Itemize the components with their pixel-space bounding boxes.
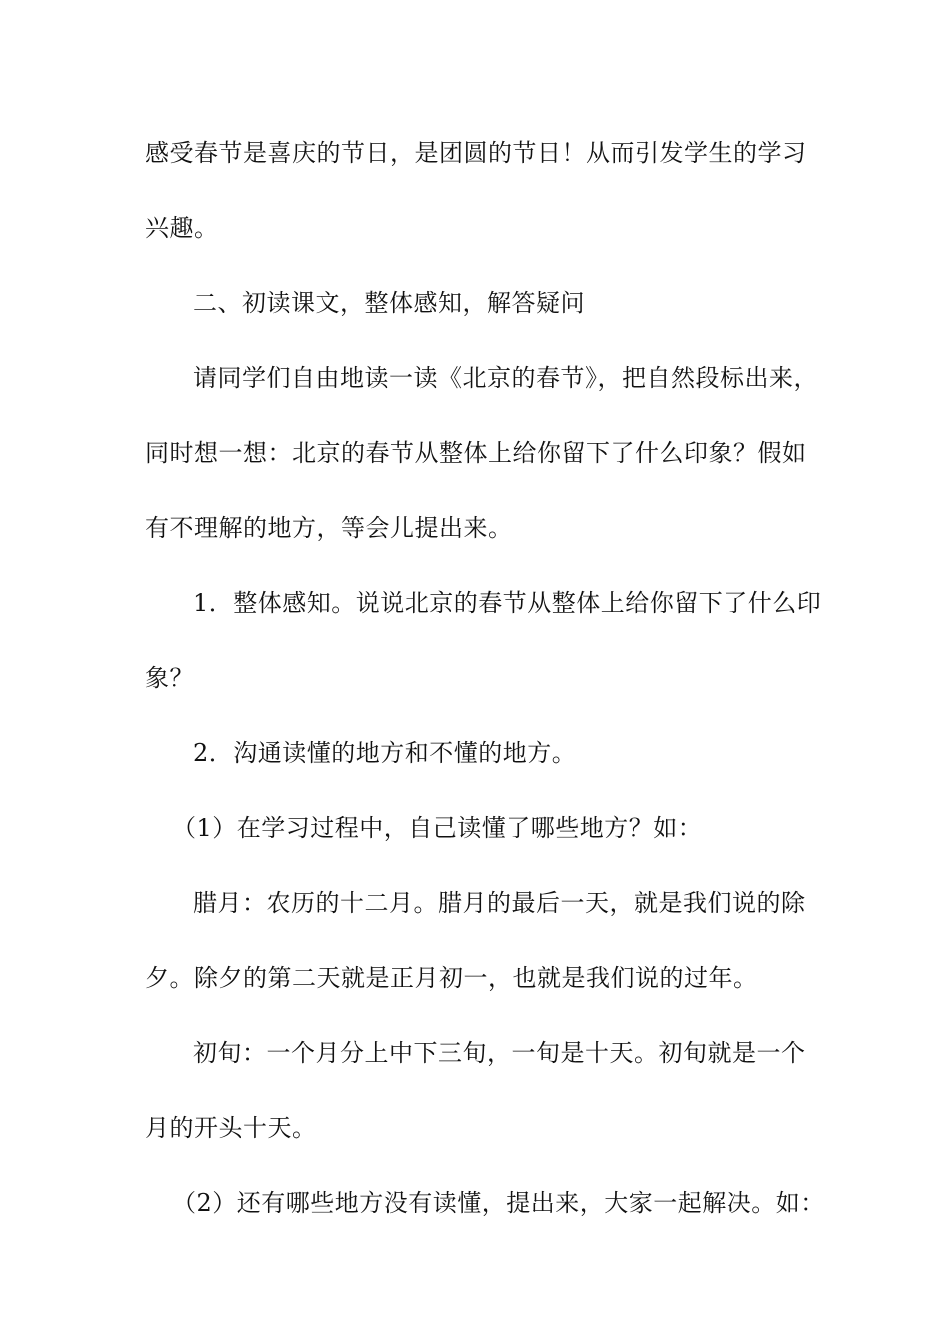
paragraph-line: 月的开头十天。: [145, 1114, 317, 1142]
paragraph-line: 腊月：农历的十二月。腊月的最后一天，就是我们说的除: [193, 889, 806, 917]
paragraph-line: 兴趣。: [145, 214, 219, 242]
sub-item: （2）还有哪些地方没有读懂，提出来，大家一起解决。如：: [172, 1189, 825, 1217]
paragraph-line: 有不理解的地方，等会儿提出来。: [145, 514, 513, 542]
paragraph-line: 同时想一想：北京的春节从整体上给你留下了什么印象？假如: [145, 439, 807, 467]
paragraph-line: 象？: [145, 664, 194, 692]
numbered-item: 2．沟通读懂的地方和不懂的地方。: [193, 739, 577, 767]
sub-item: （1）在学习过程中，自己读懂了哪些地方？如：: [172, 814, 703, 842]
paragraph-line: 请同学们自由地读一读《北京的春节》，把自然段标出来，: [193, 364, 818, 392]
numbered-item: 1．整体感知。说说北京的春节从整体上给你留下了什么印: [193, 589, 822, 617]
paragraph-line: 感受春节是喜庆的节日，是团圆的节日！从而引发学生的学习: [145, 139, 807, 167]
paragraph-line: 夕。除夕的第二天就是正月初一，也就是我们说的过年。: [145, 964, 758, 992]
section-heading: 二、初读课文，整体感知，解答疑问: [193, 289, 585, 317]
paragraph-line: 初旬：一个月分上中下三旬，一旬是十天。初旬就是一个: [193, 1039, 806, 1067]
